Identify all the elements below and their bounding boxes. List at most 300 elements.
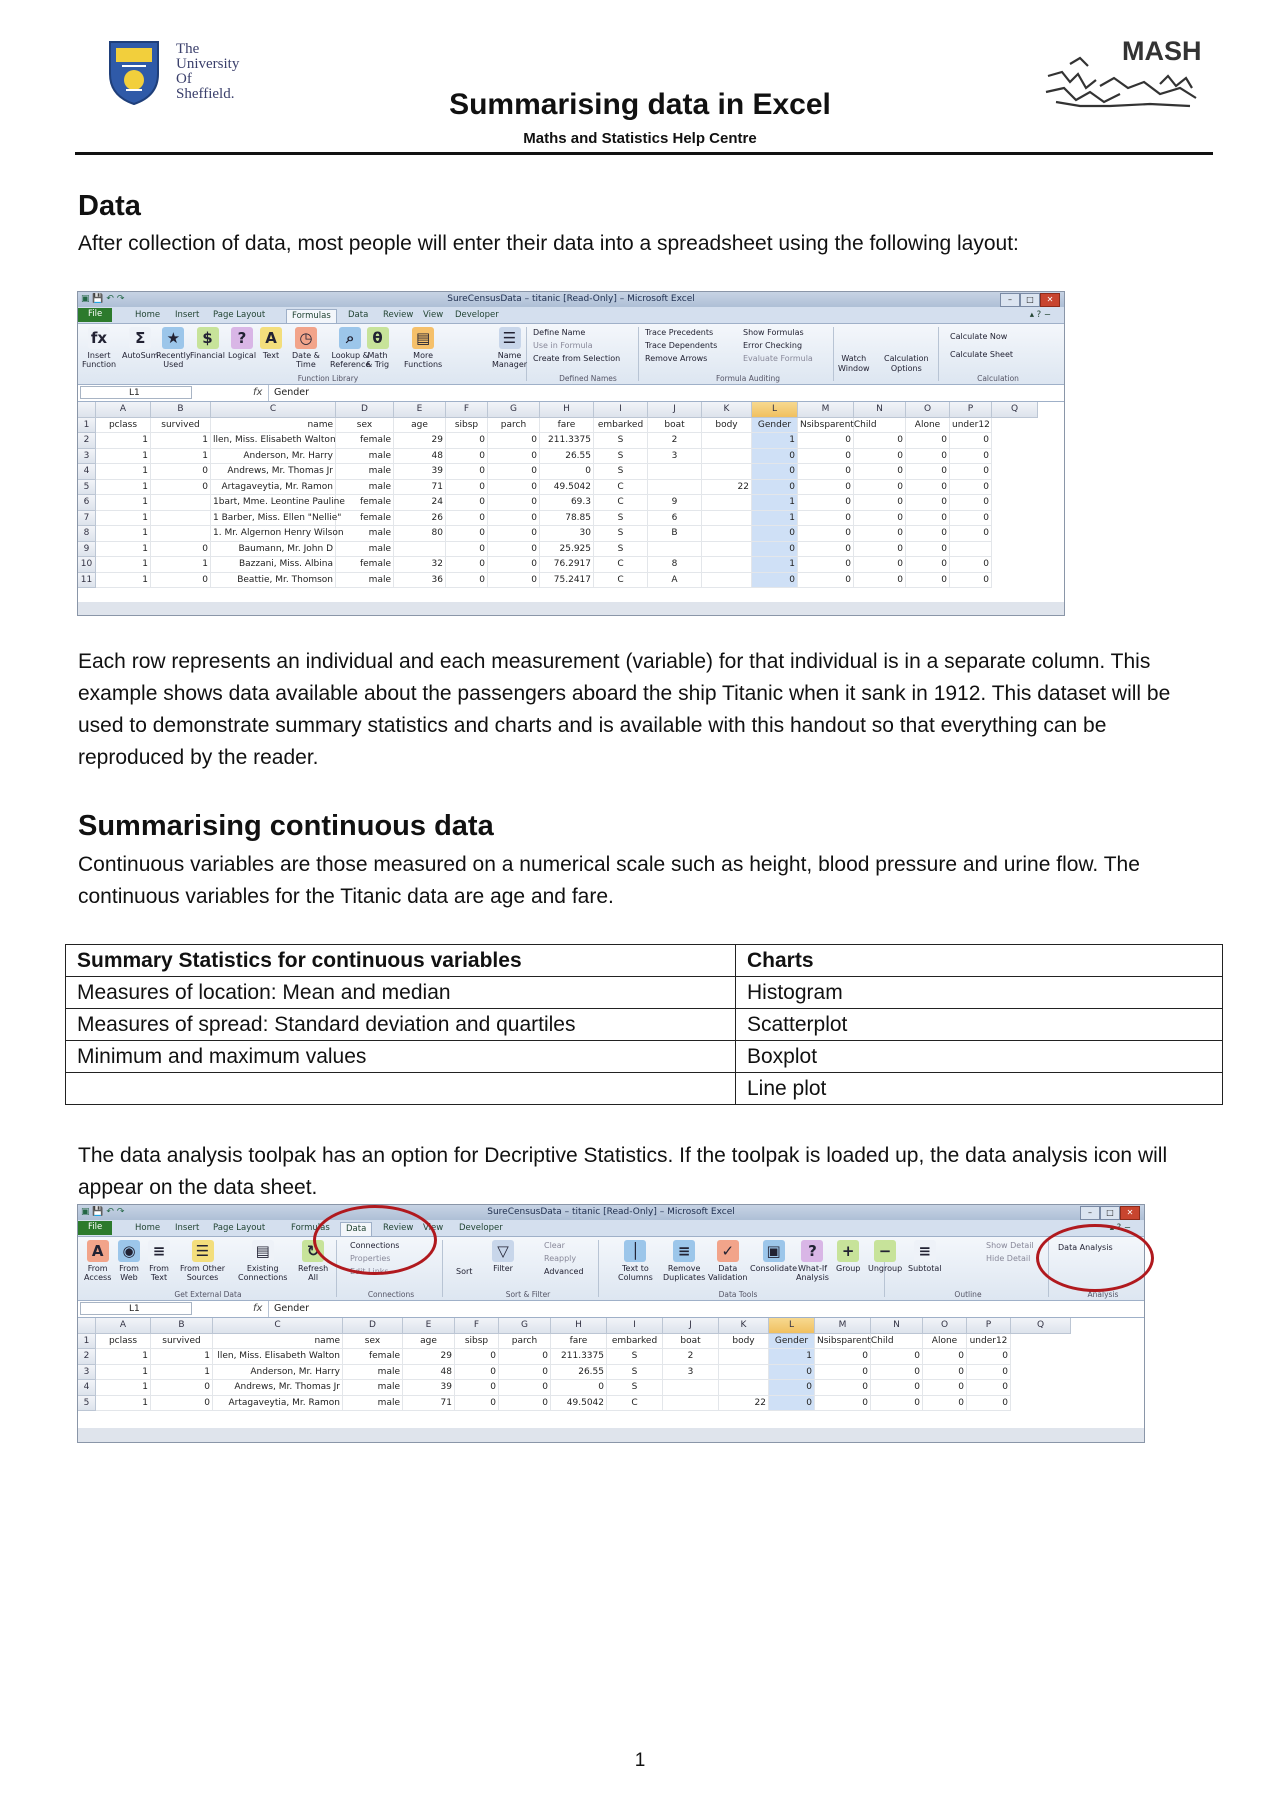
grid-cell[interactable]: 0	[906, 526, 950, 542]
row-header[interactable]: 3	[78, 449, 96, 465]
ribbon-tab-formulas[interactable]: Formulas	[286, 309, 337, 323]
grid-cell[interactable]: 0	[798, 433, 854, 449]
grid-cell[interactable]: 0	[769, 1380, 815, 1396]
grid-cell[interactable]: 0	[446, 573, 488, 589]
calculate-sheet-button[interactable]: Calculate Sheet	[950, 350, 1014, 359]
grid-cell[interactable]: S	[594, 433, 648, 449]
grid-cell[interactable]: male	[336, 464, 394, 480]
grid-cell[interactable]: 0	[906, 557, 950, 573]
ribbon-tab-insert[interactable]: Insert	[175, 1223, 200, 1233]
grid-cell[interactable]: 1	[769, 1349, 815, 1365]
column-header-a[interactable]: A	[96, 402, 151, 418]
consolidate-button[interactable]	[750, 1240, 797, 1273]
column-header-f[interactable]: F	[455, 1318, 499, 1334]
row-header[interactable]: 8	[78, 526, 96, 542]
grid-cell[interactable]: male	[336, 542, 394, 558]
grid-cell[interactable]: age	[394, 418, 446, 434]
grid-cell[interactable]: 0	[950, 573, 992, 589]
grid-cell[interactable]: 0	[488, 480, 540, 496]
grid-cell[interactable]: 1	[96, 480, 151, 496]
grid-cell[interactable]: 0	[488, 449, 540, 465]
grid-cell[interactable]: 0	[446, 542, 488, 558]
grid-cell[interactable]: Anderson, Mr. Harry	[211, 449, 336, 465]
formula-input[interactable]: Gender	[274, 387, 310, 398]
grid-cell[interactable]: 0	[967, 1365, 1011, 1381]
grid-cell[interactable]: 211.3375	[551, 1349, 607, 1365]
grid-cell[interactable]: male	[336, 573, 394, 589]
grid-cell[interactable]: 75.2417	[540, 573, 594, 589]
ribbon-tab-home[interactable]: Home	[135, 1223, 161, 1233]
grid-cell[interactable]: 0	[769, 1396, 815, 1412]
grid-cell[interactable]: 36	[394, 573, 446, 589]
ribbon-tab-review[interactable]: Review	[383, 310, 414, 320]
properties-button[interactable]: Properties	[350, 1254, 391, 1263]
close-icon[interactable]: ✕	[1040, 293, 1060, 307]
grid-cell[interactable]: Alone	[906, 418, 950, 434]
grid-cell[interactable]: embarked	[607, 1334, 663, 1350]
grid-cell[interactable]	[702, 449, 752, 465]
trace-precedents-button[interactable]: Trace Precedents	[645, 328, 714, 337]
grid-cell[interactable]	[648, 542, 702, 558]
grid-cell[interactable]: 39	[394, 464, 446, 480]
grid-cell[interactable]	[151, 526, 211, 542]
grid-cell[interactable]: 0	[151, 573, 211, 589]
maximize-icon[interactable]: □	[1020, 293, 1040, 307]
grid-cell[interactable]: 22	[719, 1396, 769, 1412]
grid-cell[interactable]	[950, 542, 992, 558]
row-header[interactable]: 5	[78, 480, 96, 496]
grid-cell[interactable]: 0	[815, 1349, 871, 1365]
grid-cell[interactable]: 0	[551, 1380, 607, 1396]
grid-cell[interactable]: 0	[871, 1365, 923, 1381]
grid-cell[interactable]: name	[213, 1334, 343, 1350]
grid-cell[interactable]: B	[648, 526, 702, 542]
grid-cell[interactable]: S	[607, 1380, 663, 1396]
grid-cell[interactable]: 0	[446, 526, 488, 542]
column-header-j[interactable]: J	[648, 402, 702, 418]
column-header-d[interactable]: D	[343, 1318, 403, 1334]
grid-cell[interactable]: 0	[455, 1380, 499, 1396]
column-header-h[interactable]: H	[540, 402, 594, 418]
grid-cell[interactable]: sibsp	[455, 1334, 499, 1350]
grid-cell[interactable]: C	[594, 480, 648, 496]
grid-cell[interactable]: 30	[540, 526, 594, 542]
grid-cell[interactable]	[663, 1380, 719, 1396]
column-header-k[interactable]: K	[719, 1318, 769, 1334]
ribbon-tab-page-layout[interactable]: Page Layout	[213, 310, 266, 320]
connections-button[interactable]: Connections	[350, 1241, 400, 1250]
grid-cell[interactable]: NsibsparentChild	[815, 1334, 871, 1350]
grid-cell[interactable]: pclass	[96, 1334, 151, 1350]
ribbon-tab-formulas[interactable]: Formulas	[291, 1223, 330, 1233]
grid-cell[interactable]: 0	[967, 1396, 1011, 1412]
grid-cell[interactable]: 0	[854, 480, 906, 496]
grid-cell[interactable]: S	[607, 1365, 663, 1381]
grid-cell[interactable]: 1	[96, 1380, 151, 1396]
grid-cell[interactable]: parch	[488, 418, 540, 434]
grid-cell[interactable]: 0	[151, 1380, 213, 1396]
create-from-selection-button[interactable]: Create from Selection	[533, 354, 621, 363]
grid-cell[interactable]: 0	[455, 1349, 499, 1365]
grid-cell[interactable]: 49.5042	[540, 480, 594, 496]
grid-cell[interactable]: female	[336, 433, 394, 449]
grid-cell[interactable]: 0	[854, 573, 906, 589]
watch-window-button[interactable]: Watch Window	[838, 354, 870, 373]
grid-cell[interactable]: 0	[798, 542, 854, 558]
text-to-columns-button[interactable]	[618, 1240, 653, 1282]
grid-cell[interactable]: 0	[769, 1365, 815, 1381]
row-header[interactable]: 3	[78, 1365, 96, 1381]
row-header[interactable]: 7	[78, 511, 96, 527]
row-header[interactable]: 2	[78, 433, 96, 449]
grid-cell[interactable]: 0	[488, 573, 540, 589]
grid-cell[interactable]: 1	[96, 449, 151, 465]
grid-cell[interactable]: 0	[950, 464, 992, 480]
grid-cell[interactable]: male	[343, 1380, 403, 1396]
row-header[interactable]: 5	[78, 1396, 96, 1412]
grid-cell[interactable]: 1	[96, 433, 151, 449]
ribbon-tab-file[interactable]: File	[78, 1221, 112, 1235]
grid-cell[interactable]: 0	[923, 1365, 967, 1381]
ribbon-tab-home[interactable]: Home	[135, 310, 161, 320]
show-formulas-button[interactable]: Show Formulas	[743, 328, 804, 337]
grid-cell[interactable]	[719, 1365, 769, 1381]
grid-cell[interactable]: 0	[950, 480, 992, 496]
grid-cell[interactable]: 1	[752, 495, 798, 511]
select-all-corner[interactable]	[78, 402, 96, 418]
calculate-now-button[interactable]: Calculate Now	[950, 332, 1008, 341]
name-box[interactable]: L1	[80, 386, 192, 399]
grid-cell[interactable]: female	[336, 557, 394, 573]
grid-cell[interactable]	[648, 464, 702, 480]
clear-button[interactable]: Clear	[544, 1241, 565, 1250]
grid-cell[interactable]: 1	[96, 542, 151, 558]
grid-cell[interactable]: 0	[950, 433, 992, 449]
grid-cell[interactable]: survived	[151, 418, 211, 434]
column-header-c[interactable]: C	[211, 402, 336, 418]
grid-cell[interactable]: 0	[923, 1380, 967, 1396]
grid-cell[interactable]	[719, 1380, 769, 1396]
grid-cell[interactable]: 0	[752, 480, 798, 496]
grid-cell[interactable]: 0	[906, 573, 950, 589]
grid-cell[interactable]: C	[594, 573, 648, 589]
column-header-b[interactable]: B	[151, 1318, 213, 1334]
grid-cell[interactable]: 0	[446, 495, 488, 511]
financial-button[interactable]	[190, 327, 225, 360]
grid-cell[interactable]: 32	[394, 557, 446, 573]
from-other-sources-button[interactable]	[180, 1240, 225, 1282]
grid-cell[interactable]: 0	[151, 464, 211, 480]
ribbon-tab-review[interactable]: Review	[383, 1223, 414, 1233]
from-web-button[interactable]	[118, 1240, 140, 1282]
subtotal-button[interactable]	[908, 1240, 942, 1273]
math-trig-button[interactable]	[366, 327, 389, 369]
grid-cell[interactable]: 0	[950, 449, 992, 465]
grid-cell[interactable]: 0	[906, 495, 950, 511]
grid-cell[interactable]: 1	[96, 1349, 151, 1365]
grid-cell[interactable]: 0	[798, 557, 854, 573]
grid-cell[interactable]: 0	[854, 511, 906, 527]
use-in-formula-button[interactable]: Use in Formula	[533, 341, 593, 350]
grid-cell[interactable]	[854, 418, 906, 434]
grid-cell[interactable]: 0	[446, 480, 488, 496]
grid-cell[interactable]: 0	[854, 542, 906, 558]
grid-cell[interactable]: 48	[403, 1365, 455, 1381]
grid-cell[interactable]: Anderson, Mr. Harry	[213, 1365, 343, 1381]
grid-cell[interactable]: 0	[499, 1396, 551, 1412]
grid-cell[interactable]: sex	[343, 1334, 403, 1350]
grid-cell[interactable]: llen, Miss. Elisabeth Walton	[211, 433, 336, 449]
grid-cell[interactable]: male	[343, 1396, 403, 1412]
column-header-m[interactable]: M	[815, 1318, 871, 1334]
grid-cell[interactable]: 1	[151, 1365, 213, 1381]
column-header-p[interactable]: P	[967, 1318, 1011, 1334]
grid-cell[interactable]: llen, Miss. Elisabeth Walton	[213, 1349, 343, 1365]
grid-cell[interactable]: fare	[551, 1334, 607, 1350]
column-header-c[interactable]: C	[213, 1318, 343, 1334]
grid-cell[interactable]: 0	[871, 1349, 923, 1365]
grid-cell[interactable]: 0	[923, 1396, 967, 1412]
row-header[interactable]: 4	[78, 464, 96, 480]
grid-cell[interactable]: age	[403, 1334, 455, 1350]
grid-cell[interactable]: 0	[499, 1380, 551, 1396]
grid-cell[interactable]: 0	[798, 464, 854, 480]
grid-cell[interactable]: 1bart, Mme. Leontine Pauline	[211, 495, 336, 511]
grid-cell[interactable]: 25.925	[540, 542, 594, 558]
row-header[interactable]: 1	[78, 418, 96, 434]
ribbon-tab-developer[interactable]: Developer	[455, 310, 499, 320]
row-header[interactable]: 9	[78, 542, 96, 558]
grid-cell[interactable]: Baumann, Mr. John D	[211, 542, 336, 558]
grid-cell[interactable]: 0	[752, 464, 798, 480]
column-header-n[interactable]: N	[854, 402, 906, 418]
ribbon-tab-data[interactable]: Data	[340, 1222, 372, 1236]
grid-cell[interactable]: 1	[752, 511, 798, 527]
grid-cell[interactable]: male	[343, 1365, 403, 1381]
column-header-l[interactable]: L	[769, 1318, 815, 1334]
grid-cell[interactable]: 1	[151, 557, 211, 573]
grid-cell[interactable]: under12	[950, 418, 992, 434]
grid-cell[interactable]: parch	[499, 1334, 551, 1350]
formula-input[interactable]: Gender	[274, 1303, 310, 1314]
grid-cell[interactable]: 69.3	[540, 495, 594, 511]
grid-cell[interactable]: 0	[950, 511, 992, 527]
grid-cell[interactable]: 6	[648, 511, 702, 527]
grid-cell[interactable]: 0	[815, 1365, 871, 1381]
grid-cell[interactable]: 0	[488, 526, 540, 542]
name-manager-button[interactable]	[492, 327, 527, 369]
advanced-button[interactable]: Advanced	[544, 1267, 584, 1276]
grid-cell[interactable]: 0	[854, 433, 906, 449]
grid-cell[interactable]: 26.55	[540, 449, 594, 465]
ribbon-tab-page-layout[interactable]: Page Layout	[213, 1223, 266, 1233]
grid-cell[interactable]: S	[607, 1349, 663, 1365]
column-header-b[interactable]: B	[151, 402, 211, 418]
column-header-i[interactable]: I	[594, 402, 648, 418]
column-header-n[interactable]: N	[871, 1318, 923, 1334]
grid-cell[interactable]	[702, 495, 752, 511]
grid-cell[interactable]: 76.2917	[540, 557, 594, 573]
grid-cell[interactable]: 0	[446, 511, 488, 527]
grid-cell[interactable]: Gender	[752, 418, 798, 434]
grid-cell[interactable]: 0	[151, 542, 211, 558]
grid-cell[interactable]: Andrews, Mr. Thomas Jr	[211, 464, 336, 480]
calculation-options-button[interactable]: Calculation Options	[884, 354, 929, 373]
grid-cell[interactable]: 0	[906, 542, 950, 558]
grid-cell[interactable]: fare	[540, 418, 594, 434]
ribbon-tab-insert[interactable]: Insert	[175, 310, 200, 320]
grid-cell[interactable]: under12	[967, 1334, 1011, 1350]
grid-cell[interactable]: 1	[96, 464, 151, 480]
grid-cell[interactable]: 0	[798, 511, 854, 527]
lookup-reference-button[interactable]	[330, 327, 370, 369]
grid-cell[interactable]: pclass	[96, 418, 151, 434]
row-header[interactable]: 10	[78, 557, 96, 573]
from-text-button[interactable]	[148, 1240, 170, 1282]
grid-cell[interactable]: 0	[752, 542, 798, 558]
grid-cell[interactable]: 3	[663, 1365, 719, 1381]
grid-cell[interactable]: 1	[96, 1365, 151, 1381]
column-header-o[interactable]: O	[906, 402, 950, 418]
grid-cell[interactable]: 1. Mr. Algernon Henry Wilson	[211, 526, 336, 542]
column-header-q[interactable]: Q	[1011, 1318, 1071, 1334]
grid-cell[interactable]: 1 Barber, Miss. Ellen "Nellie"	[211, 511, 336, 527]
grid-cell[interactable]: Bazzani, Miss. Albina	[211, 557, 336, 573]
name-box[interactable]: L1	[80, 1302, 192, 1315]
grid-cell[interactable]: S	[594, 464, 648, 480]
grid-cell[interactable]	[663, 1396, 719, 1412]
hide-detail-button[interactable]: Hide Detail	[986, 1254, 1031, 1263]
grid-cell[interactable]: 1	[96, 511, 151, 527]
grid-cell[interactable]: 26	[394, 511, 446, 527]
grid-cell[interactable]: 0	[540, 464, 594, 480]
grid-cell[interactable]: 0	[488, 511, 540, 527]
grid-cell[interactable]	[719, 1349, 769, 1365]
filter-button[interactable]	[492, 1240, 514, 1273]
remove-duplicates-button[interactable]	[663, 1240, 705, 1282]
grid-cell[interactable]: 0	[798, 495, 854, 511]
grid-cell[interactable]: C	[607, 1396, 663, 1412]
grid-cell[interactable]	[151, 495, 211, 511]
grid-cell[interactable]: boat	[663, 1334, 719, 1350]
grid-cell[interactable]: 29	[403, 1349, 455, 1365]
column-header-m[interactable]: M	[798, 402, 854, 418]
what-if-analysis-button[interactable]	[796, 1240, 829, 1282]
grid-cell[interactable]: 0	[798, 526, 854, 542]
grid-cell[interactable]	[702, 526, 752, 542]
grid-cell[interactable]: 0	[815, 1396, 871, 1412]
grid-cell[interactable]: 0	[752, 573, 798, 589]
row-header[interactable]: 4	[78, 1380, 96, 1396]
grid-cell[interactable]: 0	[151, 1396, 213, 1412]
date-time-button[interactable]	[292, 327, 320, 369]
grid-cell[interactable]: NsibsparentChild	[798, 418, 854, 434]
grid-cell[interactable]: 0	[499, 1349, 551, 1365]
grid-cell[interactable]: 0	[950, 495, 992, 511]
autosum-button[interactable]	[122, 327, 159, 360]
recently-used-button[interactable]	[156, 327, 191, 369]
ribbon-tab-file[interactable]: File	[78, 308, 112, 322]
minimize-icon[interactable]: –	[1000, 293, 1020, 307]
grid-cell[interactable]	[394, 542, 446, 558]
data-validation-button[interactable]	[708, 1240, 748, 1282]
row-header[interactable]: 1	[78, 1334, 96, 1350]
sort-button[interactable]: Sort	[456, 1267, 473, 1276]
grid-cell[interactable]: name	[211, 418, 336, 434]
grid-cell[interactable]: 2	[648, 433, 702, 449]
show-detail-button[interactable]: Show Detail	[986, 1241, 1034, 1250]
grid-cell[interactable]: 0	[854, 557, 906, 573]
grid-cell[interactable]: 29	[394, 433, 446, 449]
grid-cell[interactable]: 0	[854, 449, 906, 465]
grid-cell[interactable]: 78.85	[540, 511, 594, 527]
grid-cell[interactable]: 0	[871, 1396, 923, 1412]
grid-cell[interactable]	[702, 464, 752, 480]
grid-cell[interactable]: 0	[151, 480, 211, 496]
grid-cell[interactable]: 0	[488, 557, 540, 573]
grid-cell[interactable]: 0	[854, 526, 906, 542]
grid-cell[interactable]: 0	[798, 480, 854, 496]
column-header-f[interactable]: F	[446, 402, 488, 418]
grid-cell[interactable]: sex	[336, 418, 394, 434]
from-access-button[interactable]	[84, 1240, 111, 1282]
close-icon[interactable]: ✕	[1120, 1206, 1140, 1220]
error-checking-button[interactable]: Error Checking	[743, 341, 803, 350]
grid-cell[interactable]: 0	[752, 449, 798, 465]
grid-cell[interactable]: A	[648, 573, 702, 589]
grid-cell[interactable]: 0	[906, 511, 950, 527]
grid-cell[interactable]: 1	[96, 526, 151, 542]
column-header-i[interactable]: I	[607, 1318, 663, 1334]
text-button[interactable]	[260, 327, 282, 360]
grid-cell[interactable]: 1	[151, 1349, 213, 1365]
grid-cell[interactable]: S	[594, 511, 648, 527]
column-header-h[interactable]: H	[551, 1318, 607, 1334]
grid-cell[interactable]: 0	[455, 1396, 499, 1412]
grid-cell[interactable]: 80	[394, 526, 446, 542]
column-header-e[interactable]: E	[403, 1318, 455, 1334]
grid-cell[interactable]: body	[719, 1334, 769, 1350]
grid-cell[interactable]: 1	[151, 449, 211, 465]
column-header-l[interactable]: L	[752, 402, 798, 418]
grid-cell[interactable]: S	[594, 542, 648, 558]
grid-cell[interactable]: 0	[752, 526, 798, 542]
grid-cell[interactable]: 0	[488, 495, 540, 511]
grid-cell[interactable]: S	[594, 449, 648, 465]
grid-cell[interactable]	[702, 557, 752, 573]
grid-cell[interactable]: Beattie, Mr. Thomson	[211, 573, 336, 589]
grid-cell[interactable]: S	[594, 526, 648, 542]
grid-cell[interactable]: sibsp	[446, 418, 488, 434]
grid-cell[interactable]	[702, 573, 752, 589]
column-header-o[interactable]: O	[923, 1318, 967, 1334]
grid-cell[interactable]: 1	[96, 1396, 151, 1412]
grid-cell[interactable]: 1	[752, 433, 798, 449]
grid-cell[interactable]: 71	[403, 1396, 455, 1412]
grid-cell[interactable]: 22	[702, 480, 752, 496]
help-icon[interactable]: ▴ ? −	[1109, 1223, 1131, 1233]
grid-cell[interactable]: Artagaveytia, Mr. Ramon	[211, 480, 336, 496]
grid-cell[interactable]: 71	[394, 480, 446, 496]
reapply-button[interactable]: Reapply	[544, 1254, 577, 1263]
grid-cell[interactable]: boat	[648, 418, 702, 434]
grid-cell[interactable]: 39	[403, 1380, 455, 1396]
column-header-g[interactable]: G	[488, 402, 540, 418]
trace-dependents-button[interactable]: Trace Dependents	[645, 341, 718, 350]
ribbon-tab-view[interactable]: View	[423, 310, 444, 320]
grid-cell[interactable]: 24	[394, 495, 446, 511]
grid-cell[interactable]: 0	[854, 495, 906, 511]
